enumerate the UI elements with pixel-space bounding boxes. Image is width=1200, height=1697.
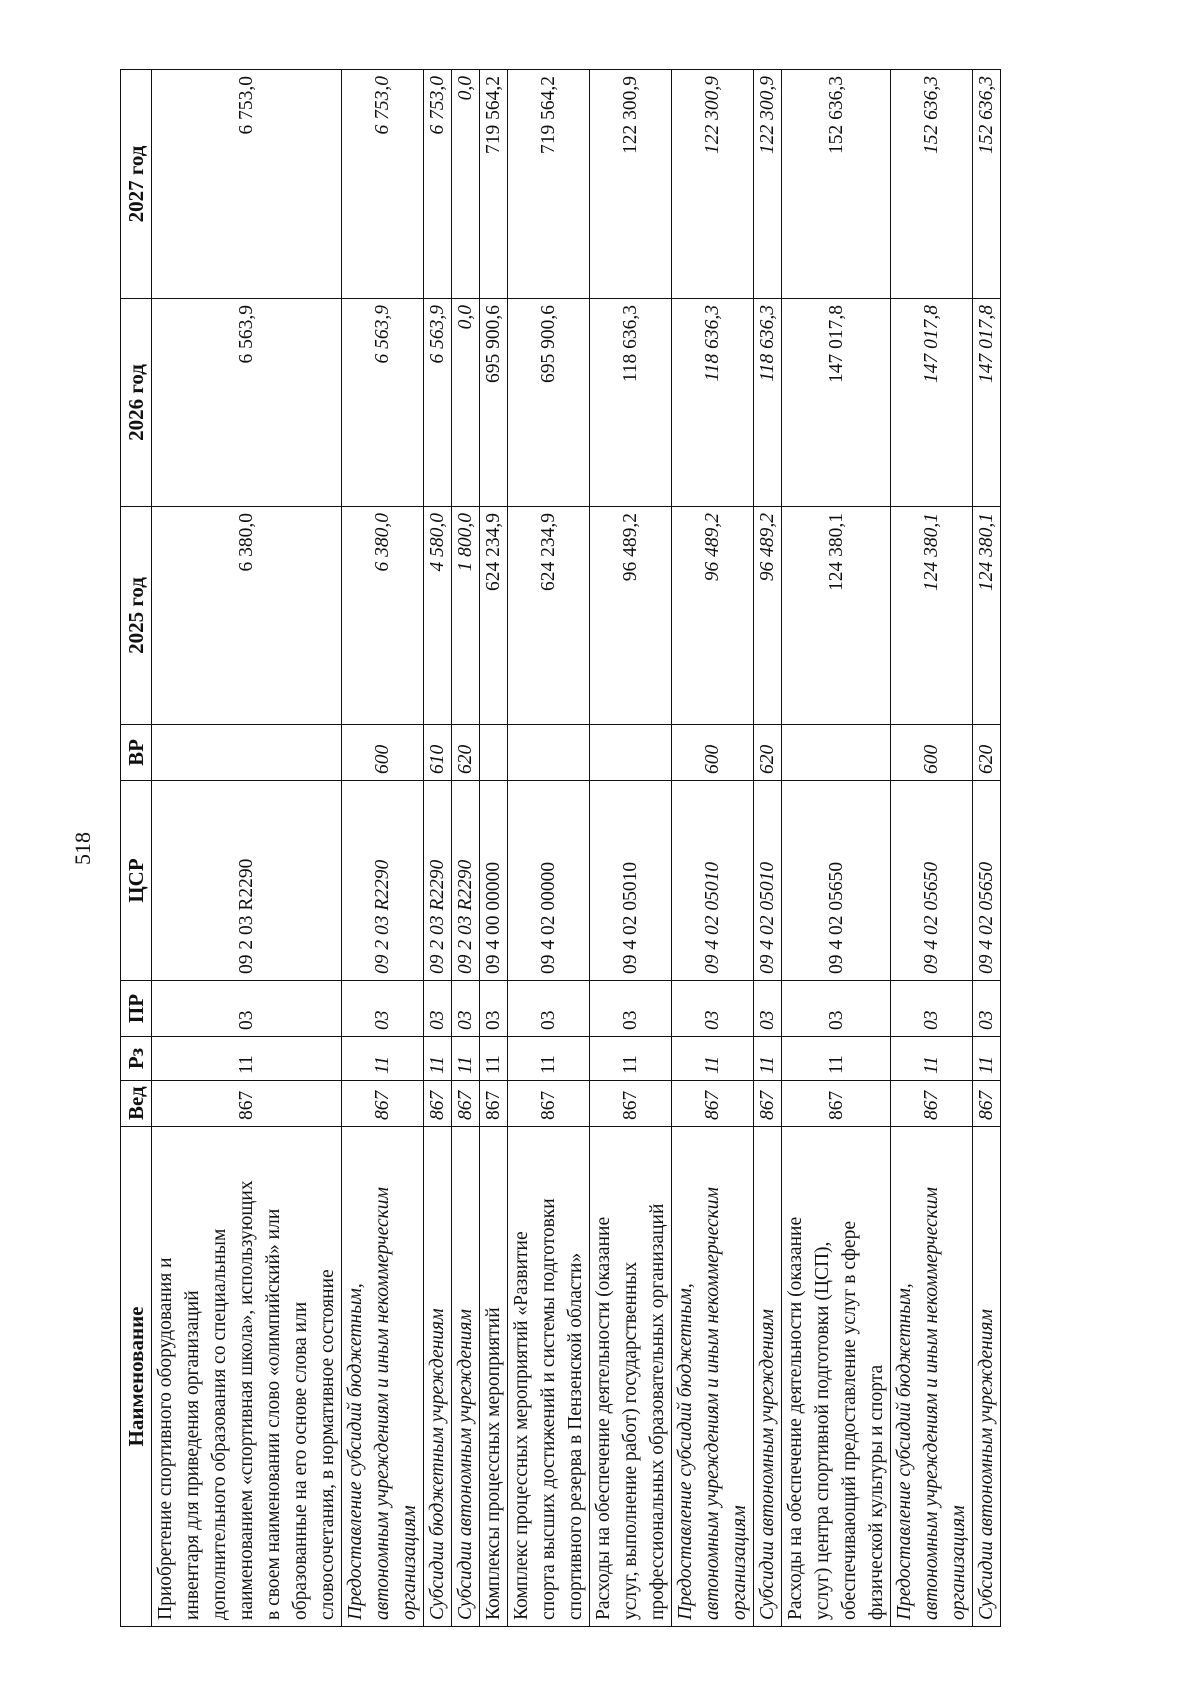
cell-ved: 867: [342, 1081, 424, 1127]
cell-2025: 124 380,1: [891, 507, 973, 725]
cell-rz: 11: [672, 1037, 754, 1081]
cell-pr: 03: [452, 981, 480, 1037]
cell-vr: 620: [754, 725, 782, 781]
cell-2025: 124 380,1: [973, 507, 1001, 725]
page-number: 518: [70, 832, 95, 865]
cell-pr: 03: [480, 981, 508, 1037]
cell-csr: 09 4 02 00000: [508, 781, 590, 981]
cell-name: [452, 1127, 480, 1627]
cell-name-line: Субсидии автономным учреждениям: [757, 1309, 778, 1620]
cell-ved: 867: [782, 1081, 891, 1127]
table-row: [508, 70, 590, 1627]
cell-name: [891, 1127, 973, 1627]
table-row: [342, 70, 424, 1627]
col-header-csr: ЦСР: [121, 781, 152, 981]
cell-rz: 11: [754, 1037, 782, 1081]
cell-name-line: Предоставление субсидий бюджетным,: [345, 1283, 366, 1620]
cell-pr: 03: [342, 981, 424, 1037]
cell-pr: 03: [424, 981, 452, 1037]
cell-name-line: обеспечивающий предоставление услуг в сфере: [839, 1221, 860, 1620]
cell-csr: 09 4 02 05650: [973, 781, 1001, 981]
cell-name-line: Расходы на обеспечение деятельности (оказание: [593, 1216, 614, 1620]
cell-vr: 600: [891, 725, 973, 781]
cell-2026: 6 563,9: [152, 299, 342, 507]
cell-vr: [508, 725, 590, 781]
cell-name-line: организациям: [948, 1505, 969, 1620]
cell-2026: 147 017,8: [782, 299, 891, 507]
col-header-2025: 2025 год: [121, 507, 152, 725]
cell-pr: 03: [891, 981, 973, 1037]
cell-ved: 867: [590, 1081, 672, 1127]
cell-pr: 03: [508, 981, 590, 1037]
cell-rz: 11: [782, 1037, 891, 1081]
cell-2025: 96 489,2: [672, 507, 754, 725]
cell-2025: 6 380,0: [342, 507, 424, 725]
table-row: [152, 70, 342, 1627]
cell-name-line: Расходы на обеспечение деятельности (оказание: [785, 1216, 806, 1620]
cell-name-line: Комплекс процессных мероприятий «Развитие: [511, 1231, 532, 1620]
cell-2027: 6 753,0: [342, 70, 424, 299]
col-header-name: Наименование: [121, 1127, 152, 1627]
cell-ved: 867: [891, 1081, 973, 1127]
cell-rz: 11: [508, 1037, 590, 1081]
cell-rz: 11: [891, 1037, 973, 1081]
cell-name-line: образованные на его основе слова или: [290, 1301, 311, 1620]
cell-2025: 624 234,9: [480, 507, 508, 725]
cell-2025: 96 489,2: [754, 507, 782, 725]
cell-name: [152, 1127, 342, 1627]
cell-ved: 867: [672, 1081, 754, 1127]
cell-pr: 03: [672, 981, 754, 1037]
cell-ved: 867: [152, 1081, 342, 1127]
cell-csr: 09 2 03 R2290: [152, 781, 342, 981]
cell-2026: 118 636,3: [672, 299, 754, 507]
cell-name: [590, 1127, 672, 1627]
cell-2026: 147 017,8: [973, 299, 1001, 507]
cell-name-line: автономным учреждениям и иным некоммерческим: [702, 1187, 723, 1620]
cell-csr: 09 2 03 R2290: [452, 781, 480, 981]
cell-name: [782, 1127, 891, 1627]
col-header-ved: Вед: [121, 1081, 152, 1127]
cell-name: [424, 1127, 452, 1627]
cell-csr: 09 2 03 R2290: [424, 781, 452, 981]
cell-rz: 11: [973, 1037, 1001, 1081]
cell-2025: 6 380,0: [152, 507, 342, 725]
table-row: [891, 70, 973, 1627]
cell-pr: 03: [754, 981, 782, 1037]
cell-name: [508, 1127, 590, 1627]
cell-csr: 09 4 02 05010: [754, 781, 782, 981]
budget-table: [120, 69, 1001, 1627]
cell-name: [672, 1127, 754, 1627]
col-header-rz: Рз: [121, 1037, 152, 1081]
table-row: [590, 70, 672, 1627]
cell-rz: 11: [590, 1037, 672, 1081]
cell-name-line: Субсидии бюджетным учреждениям: [427, 1308, 448, 1620]
cell-2025: 96 489,2: [590, 507, 672, 725]
cell-name-line: Приобретение спортивного оборудования и: [155, 1257, 176, 1620]
cell-name-line: физической культуры и спорта: [866, 1364, 887, 1620]
cell-name: [973, 1127, 1001, 1627]
header-row: [121, 70, 152, 1627]
table-row: [452, 70, 480, 1627]
cell-2026: 6 563,9: [342, 299, 424, 507]
cell-2027: 122 300,9: [754, 70, 782, 299]
cell-name-line: профессиональных образовательных организаций: [647, 1203, 668, 1620]
cell-rz: 11: [480, 1037, 508, 1081]
col-header-pr: ПР: [121, 981, 152, 1037]
cell-2027: 6 753,0: [152, 70, 342, 299]
cell-csr: 09 4 00 00000: [480, 781, 508, 981]
cell-name: [480, 1127, 508, 1627]
cell-name-line: Субсидии автономным учреждениям: [976, 1309, 997, 1620]
cell-2025: 4 580,0: [424, 507, 452, 725]
cell-2027: 152 636,3: [782, 70, 891, 299]
cell-vr: 600: [342, 725, 424, 781]
cell-name-line: Предоставление субсидий бюджетным,: [894, 1283, 915, 1620]
cell-name: [342, 1127, 424, 1627]
cell-2027: 122 300,9: [672, 70, 754, 299]
col-header-2026: 2026 год: [121, 299, 152, 507]
cell-2026: 695 900,6: [508, 299, 590, 507]
cell-vr: [782, 725, 891, 781]
cell-name-line: в своем наименовании слово «олимпийский» или: [263, 1208, 284, 1620]
table-row: [754, 70, 782, 1627]
cell-2027: 719 564,2: [480, 70, 508, 299]
cell-pr: 03: [782, 981, 891, 1037]
cell-2027: 152 636,3: [891, 70, 973, 299]
cell-rz: 11: [152, 1037, 342, 1081]
cell-csr: 09 2 03 R2290: [342, 781, 424, 981]
cell-2027: 719 564,2: [508, 70, 590, 299]
cell-2026: 118 636,3: [590, 299, 672, 507]
cell-rz: 11: [342, 1037, 424, 1081]
cell-name-line: услуг) центра спортивной подготовки (ЦСП),: [812, 1241, 833, 1620]
cell-2027: 0,0: [452, 70, 480, 299]
cell-pr: 03: [152, 981, 342, 1037]
cell-name-line: Предоставление субсидий бюджетным,: [675, 1283, 696, 1620]
cell-name: [754, 1127, 782, 1627]
cell-vr: 600: [672, 725, 754, 781]
cell-pr: 03: [973, 981, 1001, 1037]
cell-2025: 1 800,0: [452, 507, 480, 725]
cell-ved: 867: [973, 1081, 1001, 1127]
table-row: [782, 70, 891, 1627]
cell-csr: 09 4 02 05650: [782, 781, 891, 981]
cell-name-line: организациям: [399, 1505, 420, 1620]
cell-vr: [152, 725, 342, 781]
cell-csr: 09 4 02 05010: [590, 781, 672, 981]
cell-vr: 620: [452, 725, 480, 781]
cell-name-line: спортивного резерва в Пензенской области»: [565, 1252, 586, 1620]
cell-ved: 867: [424, 1081, 452, 1127]
cell-2026: 6 563,9: [424, 299, 452, 507]
table-row: [973, 70, 1001, 1627]
cell-csr: 09 4 02 05650: [891, 781, 973, 981]
cell-2026: 118 636,3: [754, 299, 782, 507]
table-row: [480, 70, 508, 1627]
cell-2026: 0,0: [452, 299, 480, 507]
cell-2025: 124 380,1: [782, 507, 891, 725]
cell-name-line: организациям: [729, 1505, 750, 1620]
cell-2026: 147 017,8: [891, 299, 973, 507]
cell-ved: 867: [754, 1081, 782, 1127]
table-row: [672, 70, 754, 1627]
cell-2027: 152 636,3: [973, 70, 1001, 299]
cell-ved: 867: [508, 1081, 590, 1127]
cell-name-line: словосочетания, в нормативное состояние: [317, 1269, 338, 1620]
col-header-vr: ВР: [121, 725, 152, 781]
cell-name-line: инвентаря для приведения организаций: [182, 1290, 203, 1620]
cell-vr: 620: [973, 725, 1001, 781]
cell-name-line: автономным учреждениям и иным некоммерческим: [921, 1187, 942, 1620]
table-body: [152, 70, 1001, 1627]
cell-2027: 122 300,9: [590, 70, 672, 299]
table-row: [424, 70, 452, 1627]
cell-vr: [480, 725, 508, 781]
cell-name-line: автономным учреждениям и иным некоммерческим: [372, 1187, 393, 1620]
col-header-2027: 2027 год: [121, 70, 152, 299]
cell-csr: 09 4 02 05010: [672, 781, 754, 981]
cell-2027: 6 753,0: [424, 70, 452, 299]
cell-vr: 610: [424, 725, 452, 781]
cell-rz: 11: [424, 1037, 452, 1081]
cell-pr: 03: [590, 981, 672, 1037]
cell-ved: 867: [452, 1081, 480, 1127]
cell-name-line: наименованием «спортивная школа», использующих: [236, 1180, 257, 1620]
cell-ved: 867: [480, 1081, 508, 1127]
cell-vr: [590, 725, 672, 781]
cell-rz: 11: [452, 1037, 480, 1081]
cell-name-line: услуг, выполнение работ) государственных: [620, 1261, 641, 1620]
cell-2025: 624 234,9: [508, 507, 590, 725]
cell-name-line: Комплексы процессных мероприятий: [483, 1307, 504, 1620]
cell-2026: 695 900,6: [480, 299, 508, 507]
cell-name-line: спорта высших достижений и системы подготовки: [538, 1198, 559, 1620]
cell-name-line: Субсидии автономным учреждениям: [455, 1309, 476, 1620]
cell-name-line: дополнительного образования со специальным: [209, 1228, 230, 1620]
